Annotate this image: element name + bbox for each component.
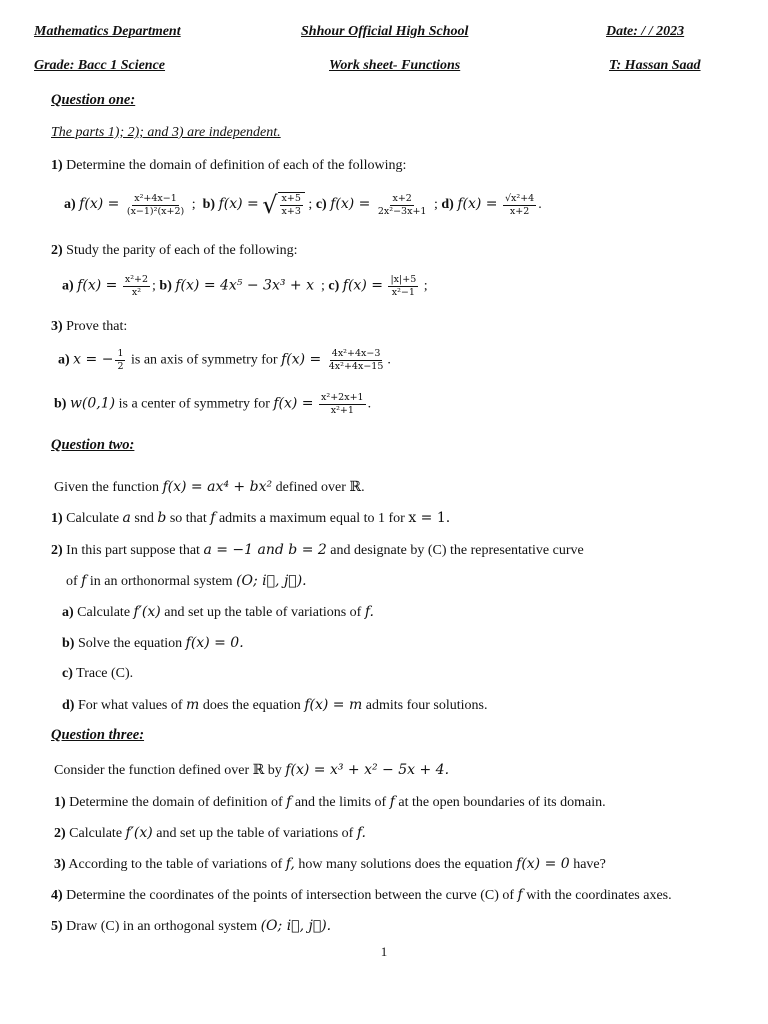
date-field: Date: / / 2023 bbox=[606, 24, 685, 39]
q1-part2-functions: a) f(x) = $\frac{\text{x²+2}}{\text{x²}}$ ; b) f(x) = 4x⁵ − 3x³ + x ; c) f(x) = $\frac{|x|+5}{\text{x²−1}}$ ; bbox=[62, 274, 428, 298]
q1-part1-text: 1) Determine the domain of definition of each of the following: bbox=[51, 158, 407, 173]
q3-part2: 2) Calculate f′(x) and set up the table of variations of f. bbox=[54, 825, 366, 841]
question-three-title: Question three: bbox=[51, 727, 145, 743]
grade-label: Grade: Bacc 1 Science bbox=[34, 58, 166, 73]
q2-item-b: b) Solve the equation f(x) = 0. bbox=[62, 635, 244, 651]
square-root: √ $\frac{x+5}{x+3}$ bbox=[262, 192, 305, 218]
fraction: $\frac{|x|+5}{\text{x²−1}}$ bbox=[390, 274, 417, 298]
q2-item-c: c) Trace (C). bbox=[62, 666, 134, 681]
fraction: $\frac{1}{2}$ bbox=[117, 348, 124, 372]
question-one-note: The parts 1); 2); and 3) are independent. bbox=[51, 125, 281, 140]
q2-part2-line1: 2) In this part suppose that a = −1 and b = 2 and designate by (C) the representative curve bbox=[51, 542, 584, 558]
worksheet-title: Work sheet- Functions bbox=[329, 58, 461, 73]
fraction: $\frac{\text{x²+2}}{\text{x²}}$ bbox=[124, 274, 149, 298]
q2-item-d: d) For what values of m does the equation f(x) = m admits four solutions. bbox=[62, 697, 488, 713]
q2-part2-line2: of f in an orthonormal system (O; i⃗, j⃗). bbox=[66, 573, 307, 589]
question-two-title: Question two: bbox=[51, 437, 135, 453]
q1-part3-text: 3) Prove that: bbox=[51, 319, 128, 334]
q1-part1-functions: a) f(x) = $\frac{\text{x²+4x−1}}{\text{(x−1)²(x+2)}}$ ; b) f(x) = √ $\frac{x+5}{x+3}$ ; c) f(x) = $\frac{x+2}{\text{2x²−3x+1}}$ ; d) f(x) = $\frac{\text{√x²+4}}{x+2}$ . bbox=[64, 191, 542, 219]
department-label: Mathematics Department bbox=[34, 24, 181, 39]
q3-part1: 1) Determine the domain of definition of f and the limits of f at the open boundaries of its domain. bbox=[54, 794, 606, 810]
q1-part3-a: a) x = − $\frac{1}{2}$ is an axis of symmetry for f(x) = $\frac{\text{4x²+4x−3}}{\text{4x²+4x−15}}$ . bbox=[58, 348, 391, 372]
q3-part4: 4) Determine the coordinates of the points of intersection between the curve (C) of f with the coordinates axes. bbox=[51, 887, 672, 903]
teacher-name: T: Hassan Saad bbox=[609, 58, 701, 73]
fraction: $\frac{x+2}{\text{2x²−3x+1}}$ bbox=[377, 192, 427, 217]
fraction: $\frac{\text{x²+4x−1}}{\text{(x−1)²(x+2)}}$ bbox=[126, 192, 185, 217]
q3-part3: 3) According to the table of variations of f, how many solutions does the equation f(x) = 0 have? bbox=[54, 856, 606, 872]
question-one-title: Question one: bbox=[51, 92, 136, 108]
school-name: Shhour Official High School bbox=[301, 24, 469, 39]
fraction: $\frac{\text{x²+2x+1}}{\text{x²+1}}$ bbox=[321, 392, 364, 416]
q1-part3-b: b) w(0,1) is a center of symmetry for f(x) = $\frac{\text{x²+2x+1}}{\text{x²+1}}$ . bbox=[54, 392, 372, 416]
page-number: 1 bbox=[380, 944, 388, 959]
fraction: $\frac{\text{4x²+4x−3}}{\text{4x²+4x−15}}$ bbox=[328, 348, 384, 372]
q3-intro: Consider the function defined over ℝ by f(x) = x³ + x² − 5x + 4. bbox=[54, 762, 450, 778]
q2-intro: Given the function f(x) = ax⁴ + bx² defined over ℝ. bbox=[54, 479, 365, 495]
q1-part2-text: 2) Study the parity of each of the following: bbox=[51, 243, 298, 258]
q2-item-a: a) Calculate f′(x) and set up the table of variations of f. bbox=[62, 604, 374, 620]
fraction: $\frac{\text{√x²+4}}{x+2}$ bbox=[505, 192, 535, 217]
q3-part5: 5) Draw (C) in an orthogonal system (O; i⃗, j⃗). bbox=[51, 918, 332, 934]
q2-part1: 1) Calculate a snd b so that f admits a maximum equal to 1 for x = 1. bbox=[51, 510, 451, 526]
